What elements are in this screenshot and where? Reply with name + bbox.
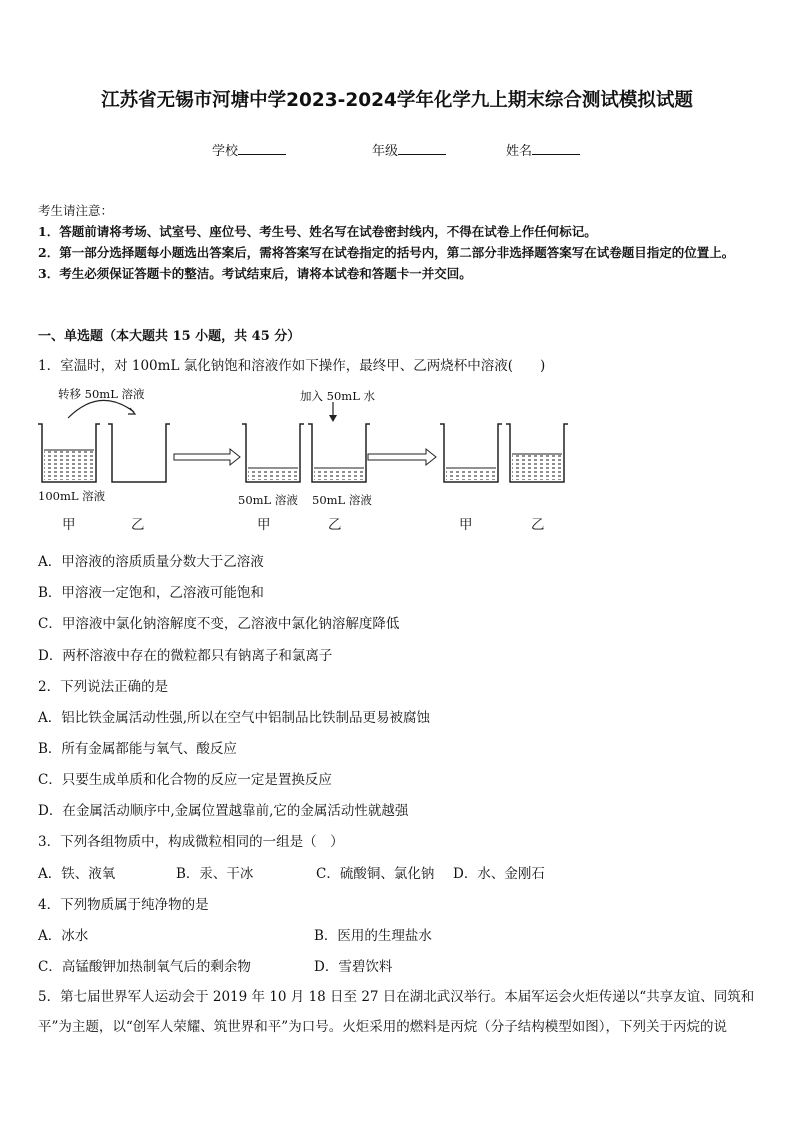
notice-item: 3．考生必须保证答题卡的整洁。考试结束后，请将本试卷和答题卡一并交回。	[38, 266, 472, 281]
q3-option-a[interactable]: A．铁、液氧	[38, 866, 116, 882]
name-blank[interactable]	[532, 142, 580, 155]
q4-option-a[interactable]: A．冰水	[38, 928, 89, 944]
notice-item: 2．第一部分选择题每小题选出答案后，需将答案写在试卷指定的括号内，第二部分非选择题答案写在试卷题目指定的位置上。	[38, 245, 735, 260]
volume-label: 50mL 溶液	[238, 493, 298, 507]
q1-option-c[interactable]: C．甲溶液中氯化钠溶解度不变，乙溶液中氯化钠溶解度降低	[38, 616, 400, 632]
beaker-diagram	[30, 378, 570, 542]
beaker-name: 乙	[131, 517, 145, 533]
add-water-label: 加入 50mL 水	[300, 389, 375, 403]
beaker-3	[242, 424, 304, 482]
question-1-stem: 1．室温时，对 100mL 氯化钠饱和溶液作如下操作，最终甲、乙两烧杯中溶液( )	[38, 358, 546, 374]
question-3-stem: 3．下列各组物质中，构成微粒相同的一组是（ ）	[38, 834, 344, 850]
q1-option-a[interactable]: A．甲溶液的溶质质量分数大于乙溶液	[38, 554, 264, 570]
process-arrow	[368, 449, 436, 465]
q1-option-b[interactable]: B．甲溶液一定饱和，乙溶液可能饱和	[38, 585, 264, 601]
q4-option-c[interactable]: C．高锰酸钾加热制氧气后的剩余物	[38, 959, 251, 975]
notice-block	[38, 200, 760, 284]
notice-item: 1．答题前请将考场、试室号、座位号、考生号、姓名写在试卷密封线内，不得在试卷上作任何标记。	[38, 224, 597, 239]
q2-option-c[interactable]: C．只要生成单质和化合物的反应一定是置换反应	[38, 772, 332, 788]
grade-blank[interactable]	[398, 142, 446, 155]
beaker-name: 甲	[459, 517, 473, 533]
beaker-1	[38, 424, 100, 482]
volume-label: 100mL 溶液	[38, 489, 106, 503]
q4-option-d[interactable]: D．雪碧饮料	[314, 959, 393, 975]
q4-option-b[interactable]: B．医用的生理盐水	[314, 928, 432, 944]
grade-field	[372, 140, 446, 159]
name-label: 姓名	[506, 144, 533, 159]
question-4-stem: 4．下列物质属于纯净物的是	[38, 897, 209, 913]
q2-option-a[interactable]: A．铝比铁金属活动性强,所以在空气中铝制品比铁制品更易被腐蚀	[38, 710, 431, 726]
question-5-stem: 5．第七届世界军人运动会于 2019 年 10 月 18 日至 27 日在湖北武汉举行。本届军运会火炬传递以“共享友谊、同筑和平”为主题，以“创军人荣耀、筑世界和平”为口号。火炬采用的燃料是丙烷（分子结构模型如图），下列关于丙烷的说	[38, 989, 755, 1035]
beaker-6	[506, 424, 568, 482]
q2-option-d[interactable]: D．在金属活动顺序中,金属位置越靠前,它的金属活动性就越强	[38, 803, 409, 819]
q1-option-d[interactable]: D．两杯溶液中存在的微粒都只有钠离子和氯离子	[38, 648, 333, 664]
beaker-name: 甲	[257, 517, 271, 533]
school-field	[212, 140, 286, 159]
process-arrow	[174, 449, 240, 465]
grade-label: 年级	[372, 144, 399, 159]
school-label: 学校	[212, 144, 239, 159]
transfer-label: 转移 50mL 溶液	[58, 387, 145, 401]
q2-option-b[interactable]: B．所有金属都能与氧气、酸反应	[38, 741, 237, 757]
exam-title: 江苏省无锡市河塘中学2023-2024学年化学九上期末综合测试模拟试题	[101, 90, 693, 111]
q3-option-c[interactable]: C．硫酸铜、氯化钠	[316, 866, 435, 882]
beaker-name: 乙	[328, 517, 342, 533]
beaker-2	[108, 424, 170, 482]
notice-heading: 考生请注意：	[38, 203, 114, 218]
school-blank[interactable]	[238, 142, 286, 155]
transfer-arrow	[68, 400, 134, 418]
beaker-name: 乙	[531, 517, 545, 533]
beaker-5	[440, 424, 502, 482]
volume-label: 50mL 溶液	[312, 493, 372, 507]
name-field	[506, 140, 580, 159]
q3-option-d[interactable]: D．水、金刚石	[453, 866, 545, 882]
beaker-name: 甲	[62, 517, 76, 533]
question-2-stem: 2．下列说法正确的是	[38, 679, 169, 695]
q3-option-b[interactable]: B．汞、干冰	[176, 866, 254, 882]
section-heading: 一、单选题（本大题共 15 小题，共 45 分）	[38, 329, 301, 344]
beaker-4	[308, 424, 370, 482]
